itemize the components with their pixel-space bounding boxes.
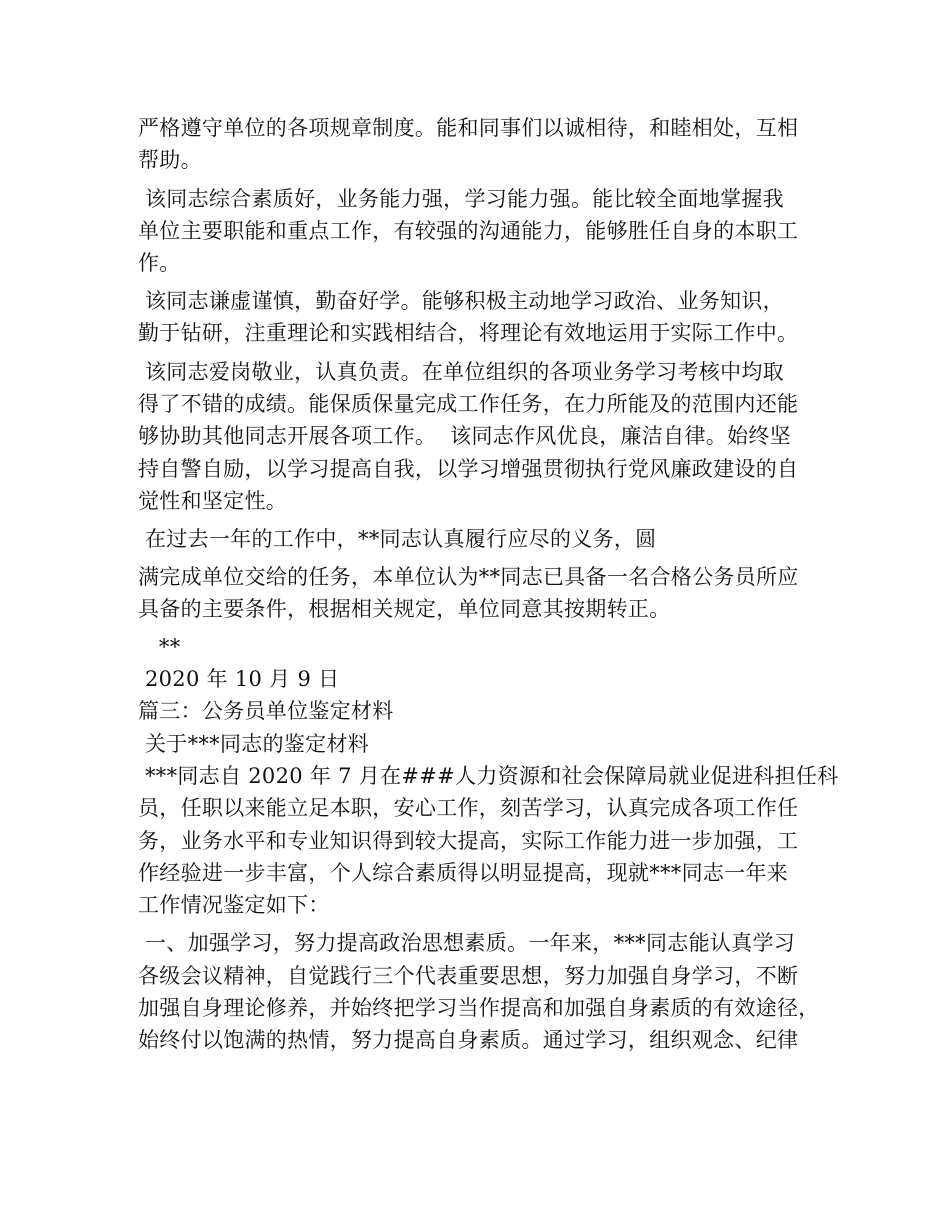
text-line: 该同志综合素质好，业务能力强，学习能力强。能比较全面地掌握我 [138, 187, 784, 211]
text-line: 得了不错的成绩。能保质保量完成工作任务，在力所能及的范围内还能 [138, 392, 799, 416]
text-line: 严格遵守单位的各项规章制度。能和同事们以诚相待，和睦相处，互相 [138, 116, 799, 140]
text-line: 各级会议精神，自觉践行三个代表重要思想，努力加强自身学习，不断 [138, 964, 799, 988]
text-line: 满完成单位交给的任务，本单位认为**同志已具备一名合格公务员所应 [138, 565, 799, 589]
text-line: 一、加强学习，努力提高政治思想素质。一年来，***同志能认真学习 [138, 931, 796, 955]
text-line: 该同志谦虚谨慎，勤奋好学。能够积极主动地学习政治、业务知识， [138, 289, 784, 313]
text-line: 在过去一年的工作中，**同志认真履行应尽的义务，圆 [138, 527, 657, 551]
text-line: ***同志自 2020 年 7 月在###人力资源和社会保障局就业促进科担任科 [138, 764, 839, 788]
signature-placeholder: ** [138, 635, 181, 659]
document-title: 关于***同志的鉴定材料 [138, 732, 370, 756]
text-line: 够协助其他同志开展各项工作。 该同志作风优良，廉洁自律。始终坚 [138, 424, 791, 448]
text-line: 工作情况鉴定如下： [138, 893, 330, 917]
text-line: 始终付以饱满的热情，努力提高自身素质。通过学习，组织观念、纪律 [138, 1028, 799, 1052]
text-line: 勤于钻研，注重理论和实践相结合，将理论有效地运用于实际工作中。 [138, 321, 799, 345]
text-line: 该同志爱岗敬业，认真负责。在单位组织的各项业务学习考核中均取 [138, 360, 784, 384]
section-heading: 篇三：公务员单位鉴定材料 [138, 699, 394, 723]
text-line: 作。 [138, 251, 181, 275]
text-line: 帮助。 [138, 148, 202, 172]
text-line: 员，任职以来能立足本职，安心工作，刻苦学习，认真完成各项工作任 [138, 796, 799, 820]
text-line: 持自警自励，以学习提高自我，以学习增强贯彻执行党风廉政建设的自 [138, 457, 799, 481]
text-line: 觉性和坚定性。 [138, 489, 288, 513]
text-line: 务，业务水平和专业知识得到较大提高，实际工作能力进一步加强，工 [138, 829, 799, 853]
text-line: 具备的主要条件，根据相关规定，单位同意其按期转正。 [138, 597, 671, 621]
text-line: 作经验进一步丰富，个人综合素质得以明显提高，现就***同志一年来 [138, 861, 789, 885]
text-line: 加强自身理论修养，并始终把学习当作提高和加强自身素质的有效途径， [138, 996, 820, 1020]
text-line: 单位主要职能和重点工作，有较强的沟通能力，能够胜任自身的本职工 [138, 219, 799, 243]
date-line: 2020 年 10 月 9 日 [138, 667, 340, 691]
